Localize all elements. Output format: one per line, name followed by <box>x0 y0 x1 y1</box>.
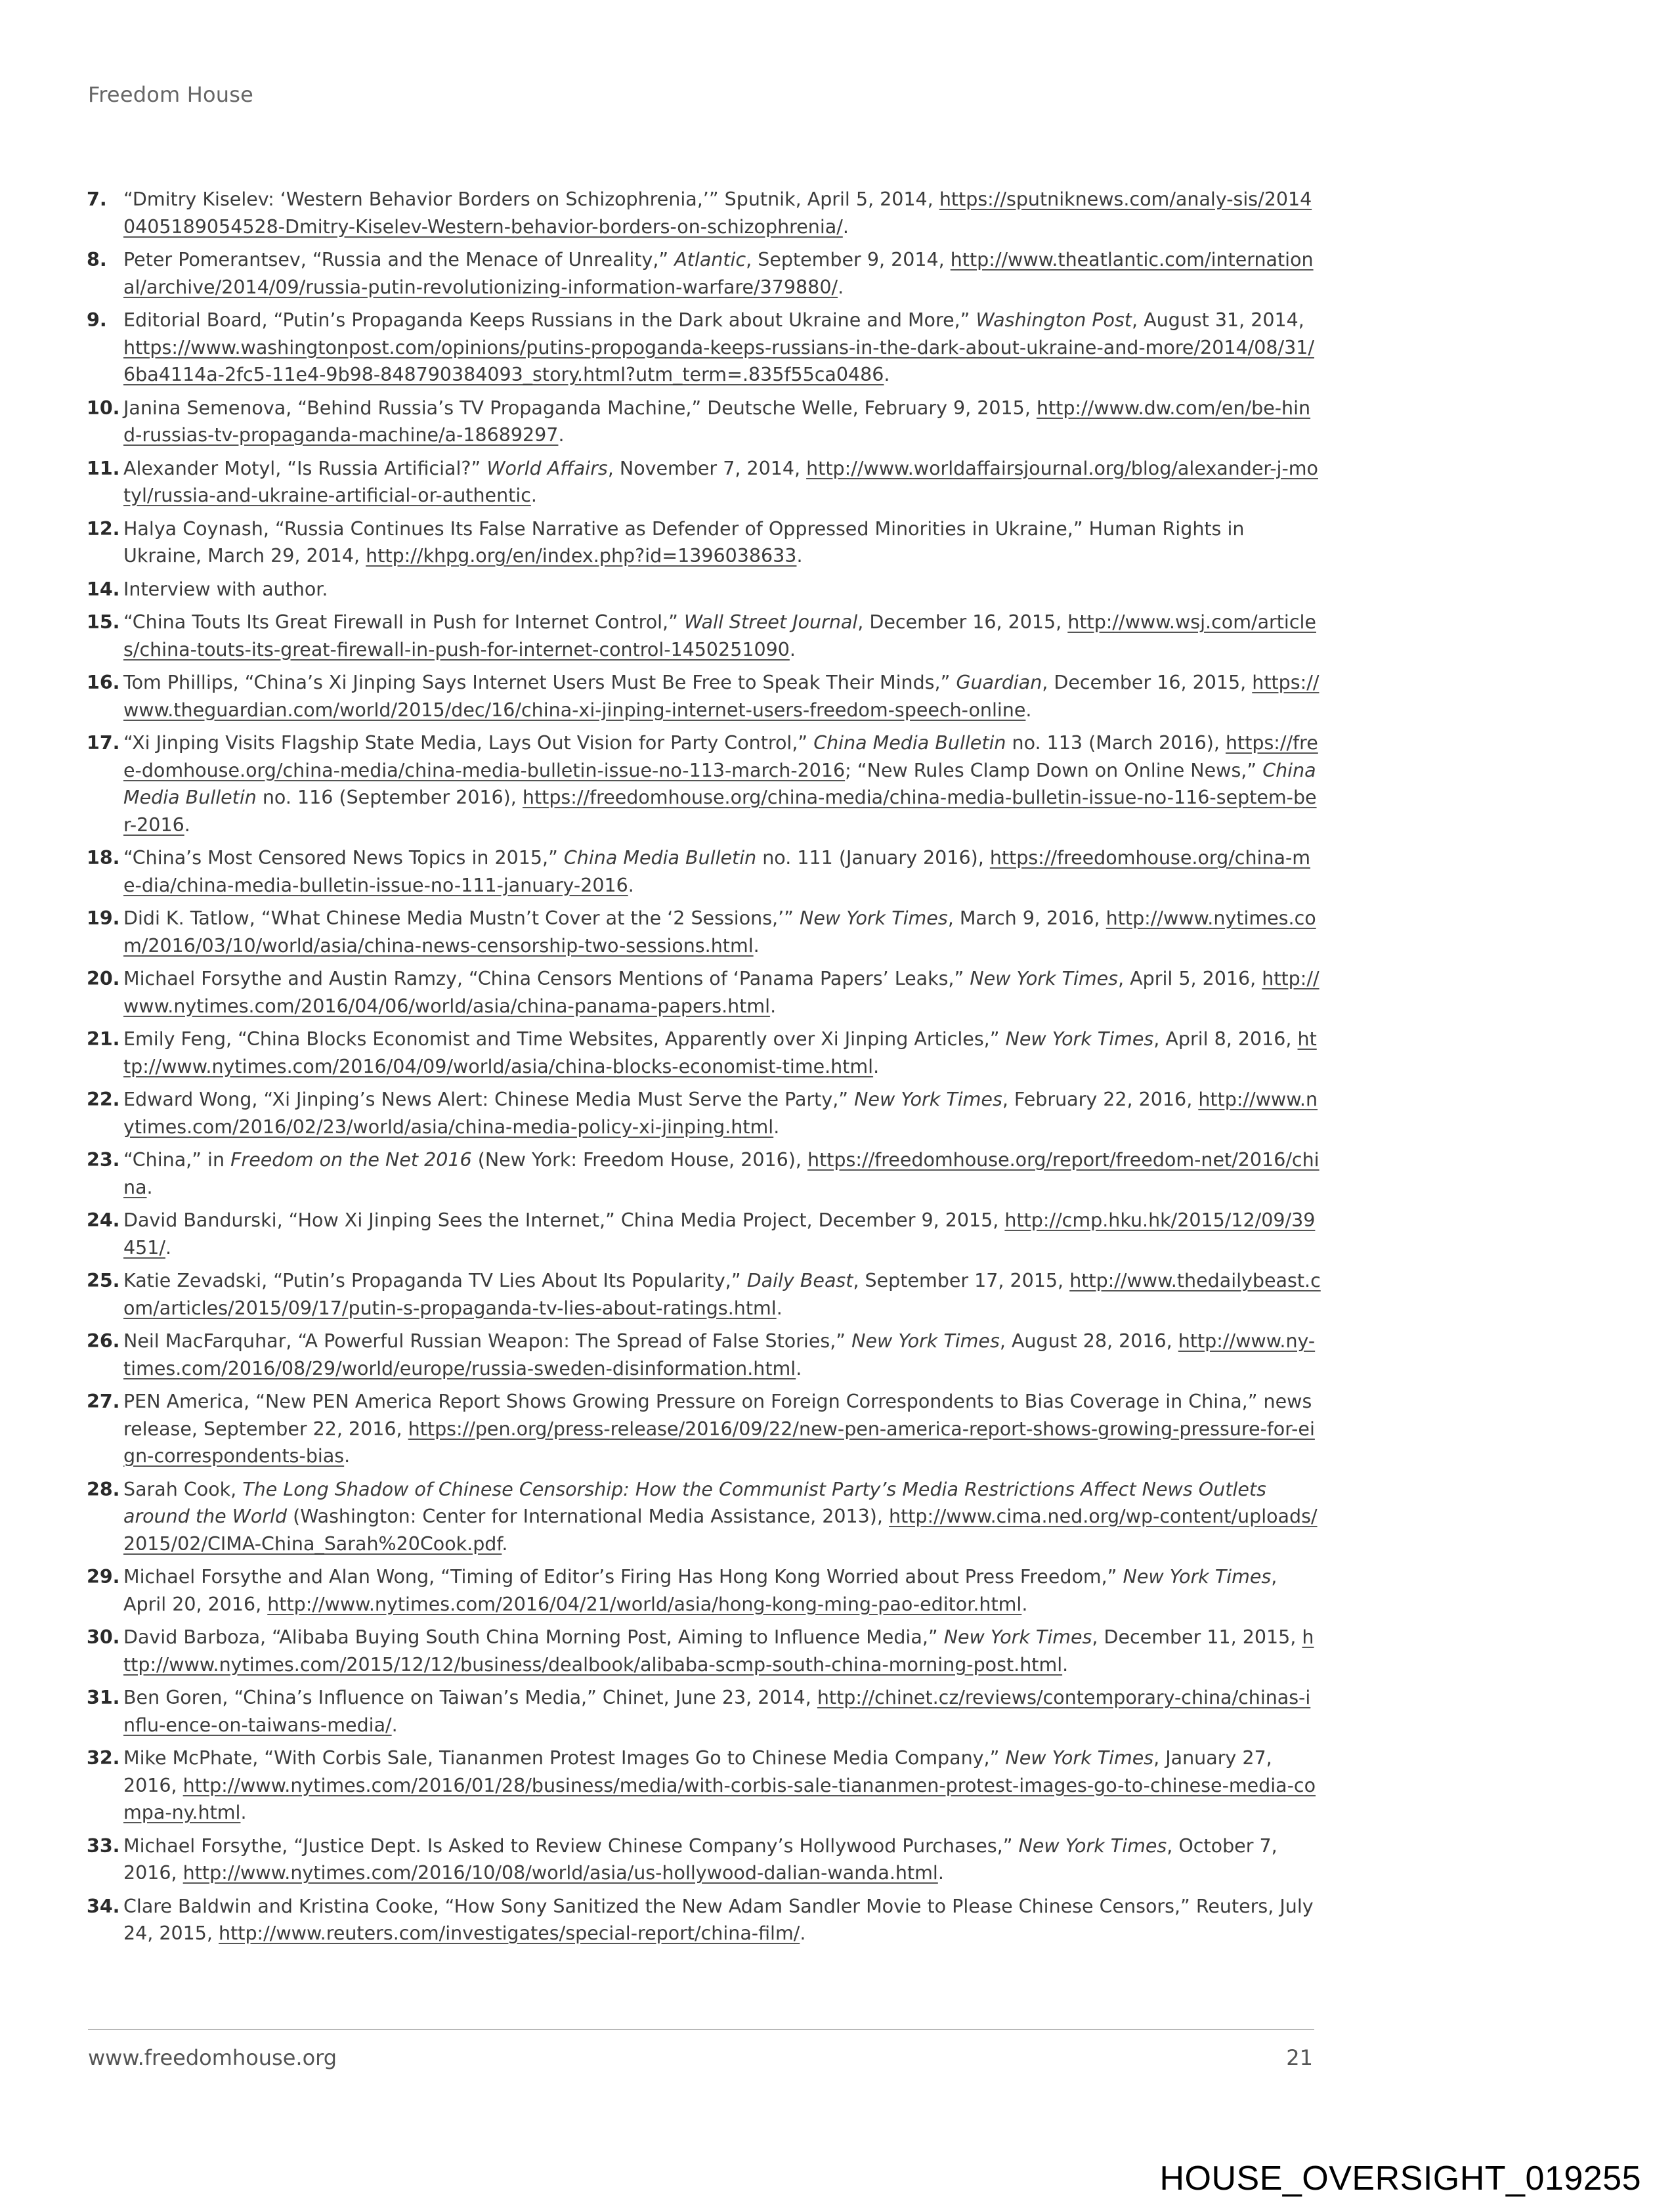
endnote <box>87 1207 1321 1261</box>
citation-text: . <box>502 1532 508 1555</box>
citation-text: . <box>800 1922 806 1944</box>
publication-title: New York Times <box>970 968 1119 989</box>
endnote <box>87 965 1321 1020</box>
citation-text: Katie Zevadski, “Putin’s Propaganda TV Lies About Its Popularity,” <box>123 1270 747 1291</box>
publication-title: China Media Bulletin <box>563 847 757 869</box>
endnote <box>87 455 1321 510</box>
page-number: 21 <box>1286 2045 1313 2070</box>
citation-link[interactable]: http://www.ny-times.com/2016/08/29/world/europe/russia-sweden-disinformation.html <box>123 1330 1316 1379</box>
citation-text: Janina Semenova, “Behind Russia’s TV Propaganda Machine,” Deutsche Welle, February 9, 2015, <box>123 397 1037 419</box>
citation-text: . <box>1021 1593 1028 1615</box>
endnote <box>87 1146 1321 1201</box>
citation-text: Alexander Motyl, “Is Russia Artificial?” <box>123 457 487 479</box>
citation-text: Michael Forsythe and Austin Ramzy, “China Censors Mentions of ‘Panama Papers’ Leaks,” <box>123 968 970 989</box>
citation-text: Halya Coynash, “Russia Continues Its False Narrative as Defender of Oppressed Minorities in Ukraine,” Human Rights in Ukraine, March 29, 2014, <box>123 517 1245 567</box>
endnote-number: 11. <box>87 457 120 479</box>
citation-text: Mike McPhate, “With Corbis Sale, Tiananmen Protest Images Go to Chinese Media Company,” <box>123 1747 1006 1769</box>
publication-title: New York Times <box>1005 1747 1154 1769</box>
citation-link[interactable]: http://khpg.org/en/index.php?id=1396038633 <box>366 545 797 567</box>
endnote-number: 10. <box>87 397 120 419</box>
citation-text: . <box>240 1802 247 1823</box>
endnote <box>87 395 1321 449</box>
citation-link[interactable]: http://www.nytimes.com/2016/10/08/world/asia/us-hollywood-dalian-wanda.html <box>182 1862 938 1884</box>
publication-title: Washington Post <box>976 309 1132 331</box>
citation-text: Peter Pomerantsev, “Russia and the Menace of Unreality,” <box>123 249 675 271</box>
endnote <box>87 515 1321 570</box>
endnote-number: 26. <box>87 1330 120 1352</box>
running-header: Freedom House <box>88 82 254 107</box>
citation-text: Interview with author. <box>123 578 328 600</box>
citation-text: Michael Forsythe and Alan Wong, “Timing of Editor’s Firing Has Hong Kong Worried about Press Freedom,” <box>123 1566 1123 1588</box>
endnote-number: 33. <box>87 1834 120 1857</box>
citation-text: . <box>165 1236 172 1259</box>
endnote-number: 23. <box>87 1149 120 1171</box>
citation-link[interactable]: http://cmp.hku.hk/2015/12/09/39451/ <box>123 1209 1316 1259</box>
endnote <box>87 186 1321 240</box>
citation-text: . <box>146 1176 153 1198</box>
citation-text: . <box>873 1055 880 1077</box>
citation-text: . <box>773 1116 780 1138</box>
citation-text: David Bandurski, “How Xi Jinping Sees the Internet,” China Media Project, December 9, 2015, <box>123 1209 1005 1231</box>
citation-text: “Dmitry Kiselev: ‘Western Behavior Borders on Schizophrenia,’” Sputnik, April 5, 2014, <box>123 188 939 210</box>
endnote <box>87 1893 1321 1947</box>
publication-title: New York Times <box>851 1330 1000 1352</box>
citation-text: . <box>1025 699 1032 721</box>
citation-link[interactable]: http://www.nytimes.com/2016/04/21/world/asia/hong-kong-ming-pao-editor.html <box>267 1593 1022 1615</box>
citation-text: . <box>838 276 844 298</box>
citation-text: , December 16, 2015, <box>857 611 1068 633</box>
citation-text: , December 16, 2015, <box>1042 672 1253 693</box>
endnote-number: 32. <box>87 1747 120 1769</box>
publication-title: New York Times <box>1005 1028 1154 1050</box>
endnote <box>87 1388 1321 1470</box>
citation-text: Tom Phillips, “China’s Xi Jinping Says Internet Users Must Be Free to Speak Their Minds,” <box>123 672 956 693</box>
citation-text: PEN America, “New PEN America Report Shows Growing Pressure on Foreign Correspondents to Bias Coverage in China,” news release, September 22, 2016, <box>123 1391 1312 1440</box>
citation-link[interactable]: http://chinet.cz/reviews/contemporary-china/chinas-influ-ence-on-taiwans-media/ <box>123 1687 1311 1736</box>
endnote <box>87 1476 1321 1558</box>
citation-link[interactable]: https://freedomhouse.org/china-me-dia/china-media-bulletin-issue-no-111-january-2016 <box>123 847 1311 896</box>
endnote <box>87 1086 1321 1140</box>
citation-text: “China,” in <box>123 1149 231 1171</box>
endnote <box>87 1563 1321 1618</box>
citation-text: Clare Baldwin and Kristina Cooke, “How Sony Sanitized the New Adam Sandler Movie to Please Chinese Censors,” Reuters, July 24, 2015, <box>123 1895 1314 1944</box>
citation-text: Edward Wong, “Xi Jinping’s News Alert: Chinese Media Must Serve the Party,” <box>123 1089 855 1110</box>
endnote <box>87 844 1321 899</box>
citation-link[interactable]: https://www.washingtonpost.com/opinions/putins-propoganda-keeps-russians-in-the-dark-about-ukraine-and-more/2014/08/31/6ba4114a-2fc5-11e4-9b98-848790384093_story.html?utm_term=.835f55ca0486 <box>123 336 1314 385</box>
endnote-number: 19. <box>87 907 120 929</box>
citation-link[interactable]: http://www.nytimes.com/2016/04/09/world/asia/china-blocks-economist-time.html <box>123 1028 1317 1077</box>
citation-text: . <box>796 545 803 567</box>
citation-link[interactable]: http://www.cima.ned.org/wp-content/uploads/2015/02/CIMA-China_Sarah%20Cook.pdf <box>123 1506 1318 1555</box>
citation-text: , March 9, 2016, <box>947 907 1106 929</box>
publication-title: New York Times <box>1018 1834 1167 1857</box>
citation-text: , September 17, 2015, <box>853 1270 1070 1291</box>
endnote <box>87 307 1321 389</box>
endnote-number: 30. <box>87 1626 120 1648</box>
footer-website: www.freedomhouse.org <box>88 2045 337 2070</box>
publication-title: World Affairs <box>486 457 608 479</box>
endnote <box>87 729 1321 838</box>
citation-text: . <box>628 874 634 896</box>
endnote-number: 24. <box>87 1209 120 1231</box>
citation-link[interactable]: http://www.dw.com/en/be-hind-russias-tv-propaganda-machine/a-18689297 <box>123 397 1311 446</box>
citation-link[interactable]: http://www.thedailybeast.com/articles/2015/09/17/putin-s-propaganda-tv-lies-about-ratings.html <box>123 1270 1321 1319</box>
endnote <box>87 1267 1321 1322</box>
endnotes-list <box>87 186 1321 1953</box>
endnote <box>87 1745 1321 1827</box>
endnote-number: 14. <box>87 578 120 600</box>
endnote-number: 15. <box>87 611 120 633</box>
citation-link[interactable]: https://freedomhouse.org/report/freedom-net/2016/china <box>123 1149 1320 1198</box>
citation-text: . <box>344 1445 351 1467</box>
endnote-number: 7. <box>87 188 107 210</box>
citation-text: ; “New Rules Clamp Down on Online News,” <box>845 759 1263 781</box>
publication-title: China Media Bulletin <box>813 732 1006 754</box>
endnote <box>87 905 1321 959</box>
citation-text: , April 20, 2016, <box>123 1566 1277 1615</box>
endnote <box>87 609 1321 663</box>
endnote <box>87 1832 1321 1887</box>
endnote-number: 18. <box>87 847 120 869</box>
citation-link[interactable]: http://www.wsj.com/articles/china-touts-its-great-firewall-in-push-for-internet-control-1450251090 <box>123 611 1316 661</box>
citation-link[interactable]: https://www.theguardian.com/world/2015/dec/16/china-xi-jinping-internet-users-freedom-speech-online <box>123 672 1320 721</box>
citation-text: . <box>842 215 849 238</box>
citation-text: , August 28, 2016, <box>999 1330 1178 1352</box>
citation-text: . <box>753 934 760 957</box>
citation-text: (New York: Freedom House, 2016), <box>471 1149 808 1171</box>
endnote <box>87 1684 1321 1739</box>
citation-text: no. 113 (March 2016), <box>1006 732 1226 754</box>
citation-text: Ben Goren, “China’s Influence on Taiwan’s Media,” Chinet, June 23, 2014, <box>123 1687 817 1708</box>
citation-text: , April 8, 2016, <box>1153 1028 1298 1050</box>
citation-text: , November 7, 2014, <box>607 457 807 479</box>
publication-title: Wall Street Journal <box>683 611 858 633</box>
publication-title: New York Times <box>800 907 948 929</box>
citation-link[interactable]: http://www.nytimes.com/2016/02/23/world/asia/china-media-policy-xi-jinping.html <box>123 1089 1318 1138</box>
endnote-number: 16. <box>87 672 120 693</box>
endnote-number: 8. <box>87 249 107 271</box>
citation-text: , April 5, 2016, <box>1118 968 1262 989</box>
endnote-number: 25. <box>87 1270 120 1291</box>
citation-text: , February 22, 2016, <box>1002 1089 1199 1110</box>
citation-text: . <box>937 1862 944 1884</box>
citation-text: Neil MacFarquhar, “A Powerful Russian Weapon: The Spread of False Stories,” <box>123 1330 852 1352</box>
endnote <box>87 1026 1321 1080</box>
endnote <box>87 576 1321 603</box>
citation-link[interactable]: https://sputniknews.com/analy-sis/20140405189054528-Dmitry-Kiselev-Western-behavior-borders-on-schizophrenia/ <box>123 188 1312 238</box>
citation-text: , December 11, 2015, <box>1092 1626 1302 1648</box>
endnote <box>87 1328 1321 1382</box>
endnote-number: 29. <box>87 1566 120 1588</box>
publication-title: Guardian <box>956 672 1042 693</box>
citation-text: , September 9, 2014, <box>746 249 951 271</box>
citation-text: . <box>796 1357 802 1379</box>
citation-text: . <box>884 364 890 385</box>
citation-text: David Barboza, “Alibaba Buying South China Morning Post, Aiming to Influence Media,” <box>123 1626 944 1648</box>
publication-title: China Media Bulletin <box>123 759 1316 808</box>
endnote <box>87 1624 1321 1678</box>
citation-link[interactable]: http://www.nytimes.com/2015/12/12/business/dealbook/alibaba-scmp-south-china-morning-post.html <box>123 1626 1314 1676</box>
citation-text: Emily Feng, “China Blocks Economist and Time Websites, Apparently over Xi Jinping Articles,” <box>123 1028 1006 1050</box>
citation-text: . <box>1062 1653 1069 1676</box>
citation-link[interactable]: http://www.nytimes.com/2016/04/06/world/asia/china-panama-papers.html <box>123 968 1320 1017</box>
endnote-number: 22. <box>87 1089 120 1110</box>
citation-link[interactable]: http://www.worldaffairsjournal.org/blog/alexander-j-motyl/russia-and-ukraine-artificial-or-authentic <box>123 457 1318 506</box>
endnote-number: 9. <box>87 309 107 331</box>
citation-text: “Xi Jinping Visits Flagship State Media, Lays Out Vision for Party Control,” <box>123 732 814 754</box>
citation-text: (Washington: Center for International Media Assistance, 2013), <box>287 1506 889 1527</box>
endnote-number: 20. <box>87 968 120 989</box>
citation-text: “China Touts Its Great Firewall in Push for Internet Control,” <box>123 611 684 633</box>
citation-text: . <box>776 1297 783 1319</box>
citation-text: “China’s Most Censored News Topics in 2015,” <box>123 847 564 869</box>
citation-text: Editorial Board, “Putin’s Propaganda Keeps Russians in the Dark about Ukraine and More,” <box>123 309 976 331</box>
citation-link[interactable]: http://www.nytimes.com/2016/03/10/world/asia/china-news-censorship-two-sessions.html <box>123 907 1316 957</box>
endnote-number: 17. <box>87 732 120 754</box>
citation-text: no. 111 (January 2016), <box>756 847 990 869</box>
publication-title: New York Times <box>1123 1566 1272 1588</box>
citation-link[interactable]: http://www.nytimes.com/2016/01/28/business/media/with-corbis-sale-tiananmen-protest-images-go-to-chinese-media-compa-ny.html <box>123 1774 1316 1823</box>
publication-title: New York Times <box>943 1626 1092 1648</box>
citation-text: . <box>558 424 565 446</box>
footer-divider <box>88 2029 1314 2030</box>
citation-text: Sarah Cook, <box>123 1478 243 1500</box>
citation-link[interactable]: http://www.reuters.com/investigates/special-report/china-film/ <box>219 1922 800 1944</box>
endnote-number: 28. <box>87 1478 120 1500</box>
citation-text: . <box>789 638 796 661</box>
citation-text: . <box>770 995 777 1017</box>
endnote-number: 12. <box>87 517 120 540</box>
citation-text: , August 31, 2014, <box>1131 309 1304 331</box>
endnote-number: 31. <box>87 1687 120 1708</box>
citation-link[interactable]: http://www.theatlantic.com/international/archive/2014/09/russia-putin-revolutionizing-information-warfare/379880/ <box>123 249 1314 298</box>
citation-text: , October 7, 2016, <box>123 1834 1277 1884</box>
citation-link[interactable]: https://free-domhouse.org/china-media/china-media-bulletin-issue-no-113-march-2016 <box>123 732 1318 781</box>
publication-title: Freedom on the Net 2016 <box>230 1149 472 1171</box>
publication-title: Daily Beast <box>746 1270 853 1291</box>
citation-link[interactable]: https://freedomhouse.org/china-media/china-media-bulletin-issue-no-116-septem-ber-2016 <box>123 787 1317 836</box>
endnote-number: 34. <box>87 1895 120 1917</box>
citation-text: . <box>184 813 190 836</box>
endnote-number: 21. <box>87 1028 120 1050</box>
citation-link[interactable]: https://pen.org/press-release/2016/09/22/new-pen-america-report-shows-growing-pressure-for-eign-correspondents-bias <box>123 1418 1315 1467</box>
endnote <box>87 246 1321 301</box>
citation-text: Michael Forsythe, “Justice Dept. Is Asked to Review Chinese Company’s Hollywood Purchases,” <box>123 1834 1019 1857</box>
citation-text: , January 27, 2016, <box>123 1747 1272 1796</box>
citation-text: no. 116 (September 2016), <box>256 787 523 808</box>
citation-text: . <box>391 1714 398 1736</box>
endnote <box>87 669 1321 724</box>
endnote-number: 27. <box>87 1391 120 1412</box>
publication-title: The Long Shadow of Chinese Censorship: How the Communist Party’s Media Restrictions Affect News Outlets around the World <box>123 1478 1266 1527</box>
publication-title: New York Times <box>854 1089 1002 1110</box>
publication-title: Atlantic <box>674 249 746 271</box>
citation-text: Didi K. Tatlow, “What Chinese Media Mustn’t Cover at the ‘2 Sessions,’” <box>123 907 800 929</box>
bates-stamp: HOUSE_OVERSIGHT_019255 <box>1159 2159 1641 2198</box>
citation-text: . <box>530 485 537 506</box>
